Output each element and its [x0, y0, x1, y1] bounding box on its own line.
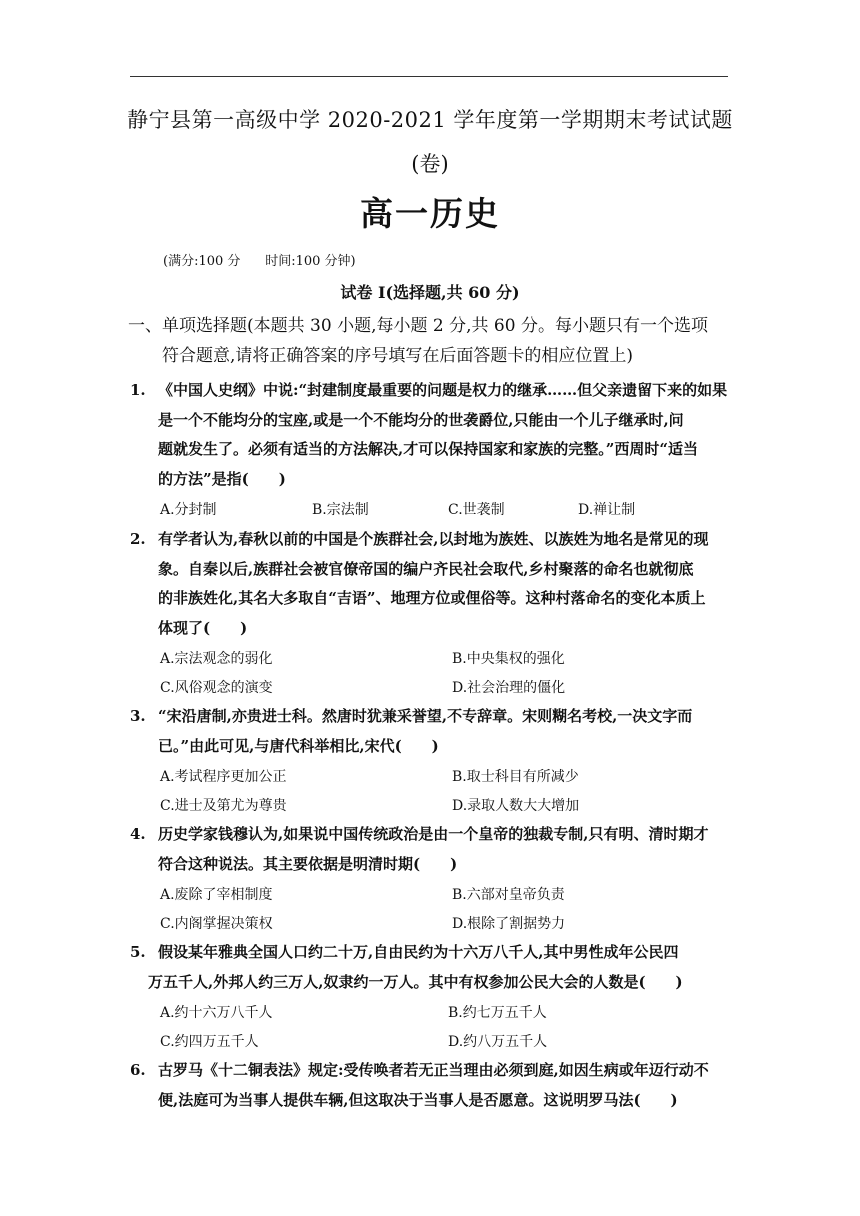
question-3 [130, 702, 740, 761]
section-line-2: 符合题意,请将正确答案的序号填写在后面答题卡的相应位置上) [162, 346, 634, 366]
option-d[interactable]: D.约八万五千人 [448, 1034, 548, 1050]
question-2 [130, 525, 740, 643]
option-c[interactable]: C.内阁掌握决策权 [160, 916, 273, 932]
question-text: 的方法”是指( ) [158, 469, 286, 488]
question-text: 有学者认为,春秋以前的中国是个族群社会,以封地为族姓、以族姓为地名是常见的现 [158, 530, 709, 548]
option-a[interactable]: A.考试程序更加公正 [160, 769, 287, 785]
subject-title: 高一历史 [360, 194, 500, 233]
question-text: 符合这种说法。其主要依据是明清时期( ) [158, 854, 458, 873]
exam-title-line2: (卷) [411, 152, 449, 176]
question-number: 5. [130, 943, 146, 961]
option-b[interactable]: B.中央集权的强化 [452, 651, 565, 667]
option-d[interactable]: D.社会治理的僵化 [452, 680, 566, 696]
header-rule [130, 76, 728, 77]
option-c[interactable]: C.进士及第尤为尊贵 [160, 798, 287, 814]
section-line-1: 一、单项选择题(本题共 30 小题,每小题 2 分,共 60 分。每小题只有一个选项 [128, 316, 708, 336]
question-text: 《中国人史纲》中说:“封建制度最重要的问题是权力的继承……但父亲遗留下来的如果 [158, 381, 728, 399]
question-1 [130, 376, 740, 494]
option-a[interactable]: A.宗法观念的弱化 [160, 651, 273, 667]
question-text: “宋沿唐制,亦贵进士科。然唐时犹兼采誉望,不专辞章。宋则糊名考校,一决文字而 [158, 707, 693, 725]
question-text: 便,法庭可为当事人提供车辆,但这取决于当事人是否愿意。这说明罗马法( ) [158, 1090, 678, 1109]
option-c[interactable]: C.世袭制 [448, 502, 505, 518]
time-info: 时间:100 分钟) [265, 254, 356, 269]
question-4 [130, 820, 740, 879]
option-b[interactable]: B.宗法制 [312, 502, 369, 518]
question-text: 体现了( ) [158, 618, 248, 637]
question-number: 2. [130, 530, 146, 548]
question-number: 1. [130, 381, 146, 399]
option-a[interactable]: A.废除了宰相制度 [160, 887, 273, 903]
section-heading [128, 311, 738, 371]
question-text: 历史学家钱穆认为,如果说中国传统政治是由一个皇帝的独裁专制,只有明、清时期才 [158, 825, 709, 843]
option-c[interactable]: C.风俗观念的演变 [160, 680, 273, 696]
question-number: 6. [130, 1061, 146, 1079]
question-number: 4. [130, 825, 146, 843]
question-text: 已。”由此可见,与唐代科举相比,宋代( ) [158, 736, 439, 755]
option-d[interactable]: D.禅让制 [578, 502, 636, 518]
option-d[interactable]: D.根除了割据势力 [452, 916, 566, 932]
option-b[interactable]: B.约七万五千人 [448, 1005, 547, 1021]
question-text: 象。自秦以后,族群社会被官僚帝国的编户齐民社会取代,乡村聚落的命名也就彻底 [158, 559, 694, 578]
option-b[interactable]: B.取士科目有所减少 [452, 769, 579, 785]
score-info: (满分:100 分 [163, 254, 241, 269]
question-5 [130, 938, 740, 997]
exam-meta [163, 250, 356, 269]
question-text: 的非族姓化,其名大多取自“吉语”、地理方位或俚俗等。这种村落命名的变化本质上 [158, 589, 706, 607]
question-text: 是一个不能均分的宝座,或是一个不能均分的世袭爵位,只能由一个儿子继承时,问 [158, 410, 684, 429]
question-6 [130, 1056, 740, 1115]
question-text: 古罗马《十二铜表法》规定:受传唤者若无正当理由必须到庭,如因生病或年迈行动不 [158, 1061, 709, 1079]
option-b[interactable]: B.六部对皇帝负责 [452, 887, 565, 903]
paper-label: 试卷 I(选择题,共 60 分) [340, 283, 520, 302]
question-number: 3. [130, 707, 146, 725]
option-a[interactable]: A.分封制 [160, 502, 217, 518]
question-text: 万五千人,外邦人约三万人,奴隶约一万人。其中有权参加公民大会的人数是( ) [148, 972, 683, 991]
option-c[interactable]: C.约四万五千人 [160, 1034, 259, 1050]
option-d[interactable]: D.录取人数大大增加 [452, 798, 580, 814]
question-text: 题就发生了。必须有适当的方法解决,才可以保持国家和家族的完整。”西周时“适当 [158, 440, 698, 458]
question-text: 假设某年雅典全国人口约二十万,自由民约为十六万八千人,其中男性成年公民四 [158, 943, 679, 961]
option-a[interactable]: A.约十六万八千人 [160, 1005, 273, 1021]
exam-title-line1: 静宁县第一高级中学 2020-2021 学年度第一学期期末考试试题 [127, 108, 733, 132]
